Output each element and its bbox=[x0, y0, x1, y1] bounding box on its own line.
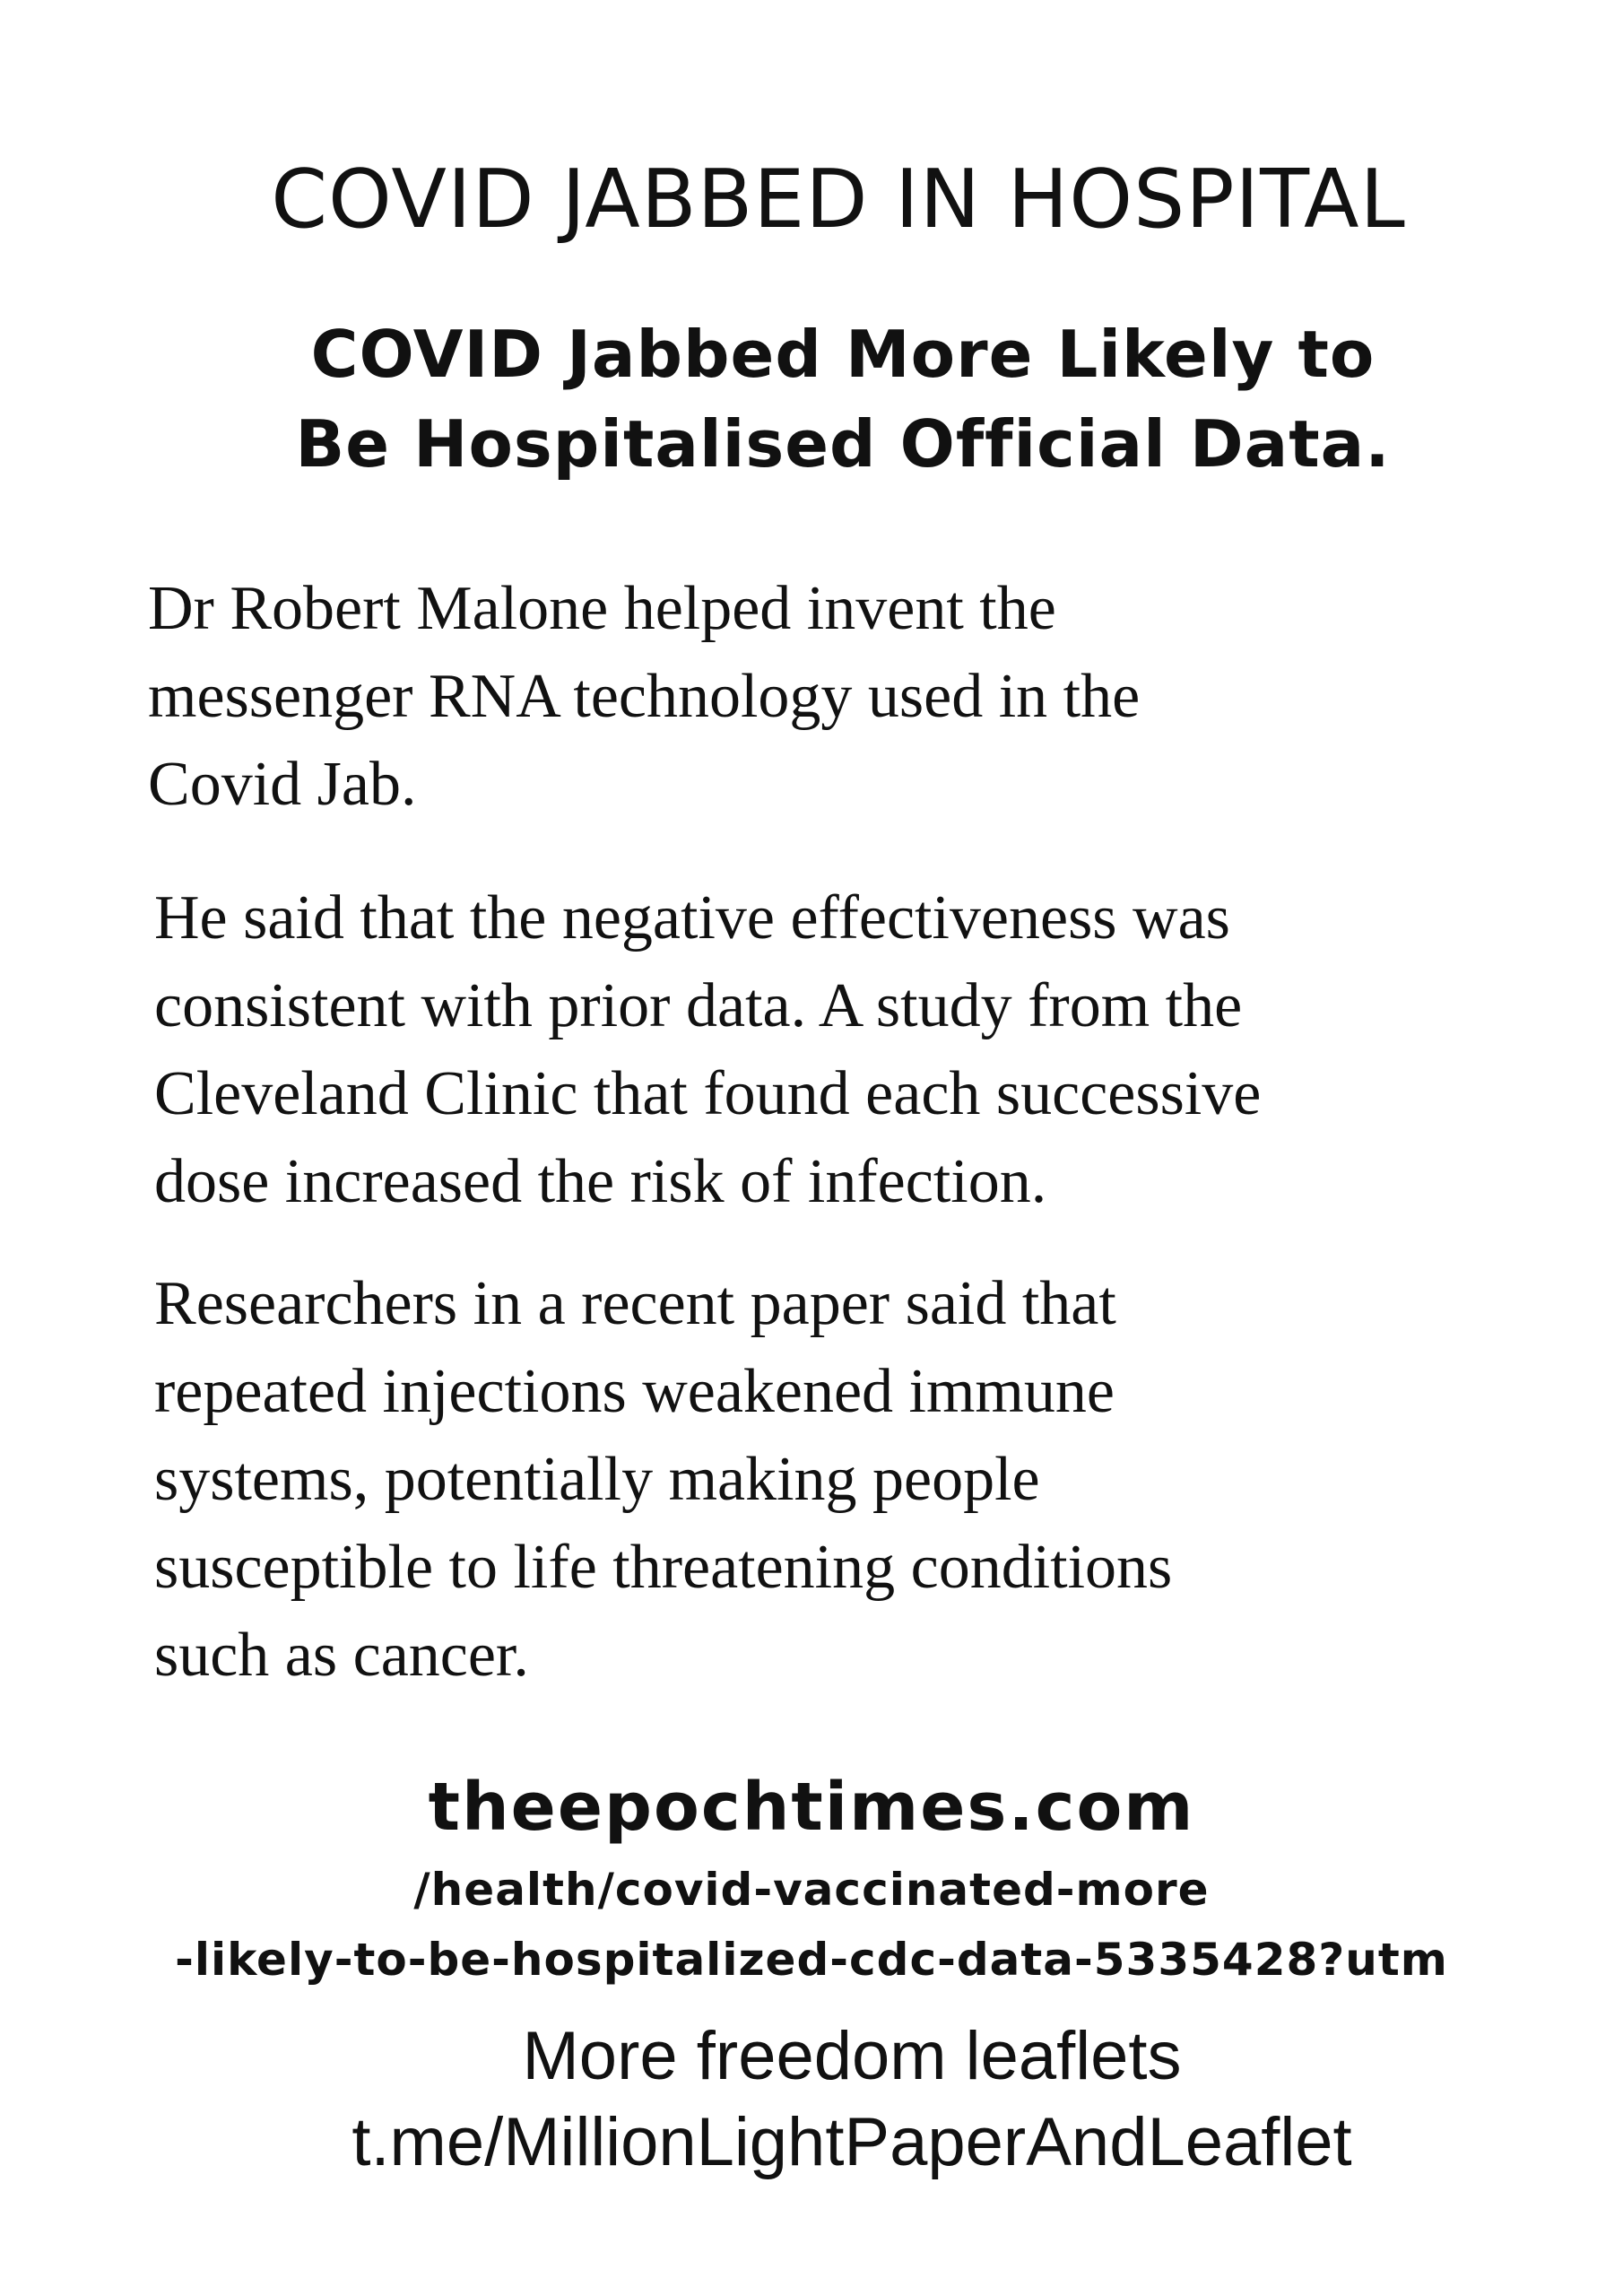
footer-telegram-link: t.me/MillionLightPaperAndLeaflet bbox=[352, 2104, 1352, 2180]
paragraph-line: He said that the negative effectiveness was bbox=[154, 883, 1230, 952]
subtitle-line: COVID Jabbed More Likely to bbox=[310, 317, 1376, 392]
paragraph-line: repeated injections weakened immune bbox=[154, 1357, 1115, 1426]
subtitle-line: Be Hospitalised Official Data. bbox=[295, 406, 1391, 482]
paragraph-line: messenger RNA technology used in the bbox=[148, 662, 1141, 731]
source-domain: theepochtimes.com bbox=[428, 1769, 1195, 1846]
paragraph-line: Dr Robert Malone helped invent the bbox=[148, 574, 1056, 643]
paragraph-line: Covid Jab. bbox=[148, 750, 417, 819]
paragraph-researchers bbox=[154, 1260, 1499, 1700]
paragraph-line: consistent with prior data. A study from the bbox=[154, 971, 1243, 1040]
source-path-line: -likely-to-be-hospitalized-cdc-data-5335428?utm bbox=[175, 1934, 1448, 1986]
paragraph-line: Researchers in a recent paper said that bbox=[154, 1269, 1116, 1338]
footer-line: More freedom leaflets bbox=[522, 2018, 1182, 2094]
paragraph-line: Cleveland Clinic that found each successive bbox=[154, 1059, 1262, 1128]
paragraph-line: dose increased the risk of infection. bbox=[154, 1147, 1047, 1216]
paragraph-malone bbox=[148, 565, 1421, 829]
paragraph-effectiveness bbox=[154, 874, 1499, 1226]
page-title: COVID JABBED IN HOSPITAL bbox=[271, 152, 1406, 247]
paragraph-line: such as cancer. bbox=[154, 1621, 529, 1690]
paragraph-line: susceptible to life threatening conditions bbox=[154, 1533, 1173, 1602]
footer-promo bbox=[179, 2013, 1524, 2186]
source-path-line: /health/covid-vaccinated-more bbox=[413, 1864, 1210, 1916]
page-subtitle bbox=[224, 309, 1462, 489]
source-url-path bbox=[108, 1855, 1515, 1995]
paragraph-line: systems, potentially making people bbox=[154, 1445, 1040, 1514]
